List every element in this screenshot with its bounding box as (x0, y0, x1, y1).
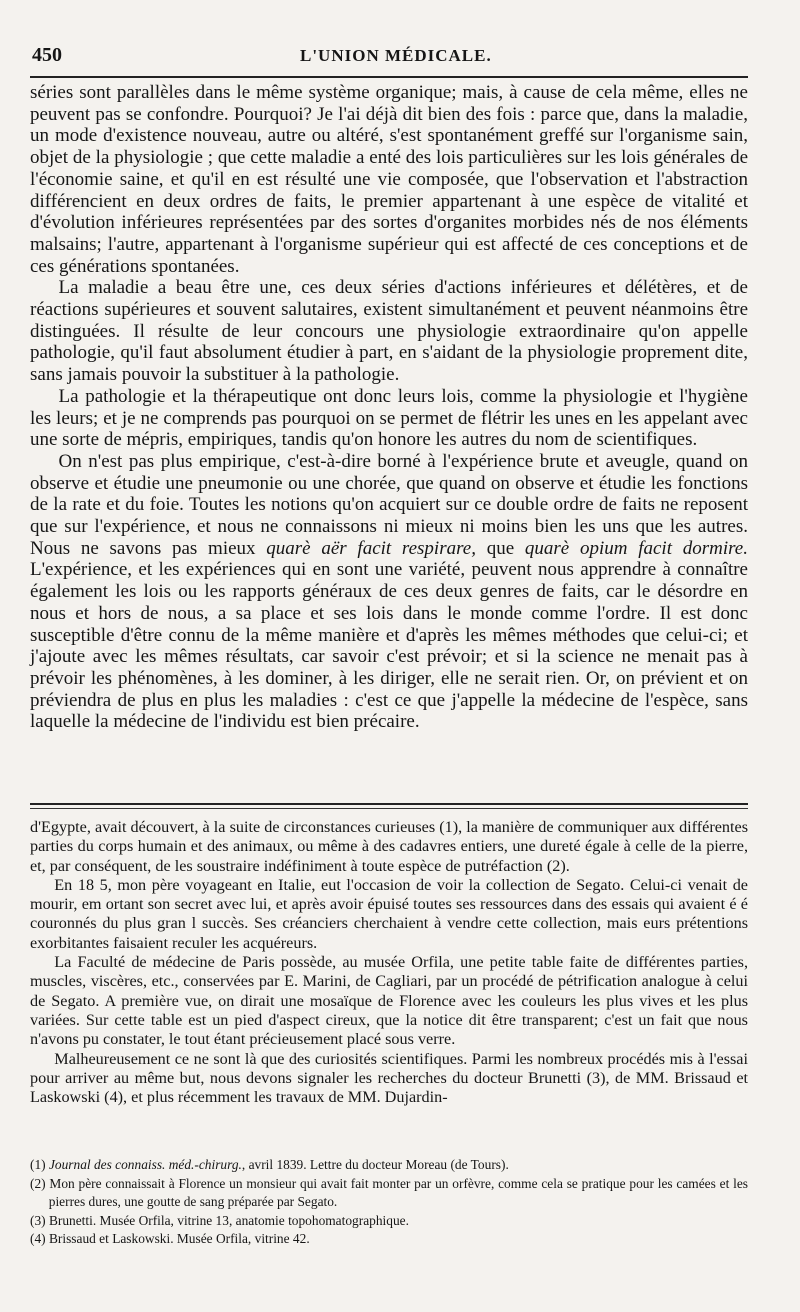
footnote (30, 1156, 748, 1175)
footnotes (30, 1156, 748, 1249)
running-title: L'UNION MÉDICALE. (300, 46, 492, 65)
footnote-text: , avril 1839. Lettre du docteur Moreau (de Tours). (241, 1157, 509, 1172)
footnote: (3) Brunetti. Musée Orfila, vitrine 13, anatomie topohomatographique. (30, 1212, 409, 1228)
feuilleton-text (30, 818, 748, 1107)
body-text: On n'est pas plus empirique, c'est-à-dire borné à l'expérience brute et aveugle, quand on observe et étudie une pneumonie ou une chorée, que quand on observe et étudie les fonctions de la rate et du foie. Toutes les notions qu'on acquiert sur ce double ordre de faits ne reposent que sur l'expérience, et nous ne connaissons ni mieux ni moins bien les uns que les autres. Nous ne savons pas mieux (30, 450, 748, 559)
feuilleton-paragraph: d'Egypte, avait découvert, à la suite de circonstances curieuses (1), la manière de communiquer aux différentes parties du corps humain et des animaux, ou même à des cadavres entiers, une dureté égale à celle de la pierre, et, par conséquent, de les soustraire indéfiniment à toute espèce de putréfaction (2). (30, 818, 748, 875)
body-paragraph: La maladie a beau être une, ces deux séries d'actions inférieures et délétères, et de réactions supérieures et souvent salutaires, existent simultanément et peuvent néanmoins être distinguées. Il résulte de leur concours une physiologie extraordinaire qu'on appelle pathologie, qu'il faut absolument étudier à part, en s'aidant de la physiologie proprement dite, sans jamais pouvoir la substituer à la pathologie. (30, 277, 748, 386)
section-divider (30, 803, 748, 805)
footnote: (2) Mon père connaissait à Florence un monsieur qui avait fait monter par un orfèvre, comme cela se pratique pour les camées et les pierres dures, une goutte de sang préparée par Segato. (30, 1175, 748, 1210)
page-header (30, 40, 748, 78)
body-text: L'expérience, et les expériences qui en sont une variété, peuvent nous apprendre à connaître également les lois ou les rapports généraux de ces deux genres de faits, car le désordre en nous et hors de nous, a sa place et ses lois dans le monde comme l'ordre. Il est donc susceptible d'être connu de la même manière et d'après les mêmes méthodes que celui-ci; et j'ajoute avec les mêmes résultats, car savoir c'est prévoir; et si la science ne menait pas à prévoir les phénomènes, à les dominer, à les diriger, elle ne serait rien. Or, on prévient et on préviendra de plus en plus les maladies : c'est ce que j'appelle la médecine de l'espèce, sans laquelle la médecine de l'individu est bien précaire. (30, 559, 748, 733)
journal-title: Journal des connaiss. méd.-chirurg. (48, 1157, 242, 1172)
section-divider (30, 808, 748, 809)
latin-quote: quarè opium facit dormire. (524, 537, 748, 559)
body-paragraph (30, 451, 748, 733)
main-body-text (30, 82, 748, 733)
body-paragraph: La pathologie et la thérapeutique ont donc leurs lois, comme la physiologie et l'hygiène les leurs; et je ne comprends pas pourquoi on se permet de flétrir les unes en les appelant avec une sorte de mépris, empiriques, tandis qu'on honore les autres du nom de scientifiques. (30, 385, 748, 451)
footnote-number: (1) (30, 1157, 49, 1172)
body-text: que (475, 537, 525, 559)
feuilleton-paragraph: La Faculté de médecine de Paris possède, au musée Orfila, une petite table faite de différentes parties, muscles, viscères, etc., conservées par E. Marini, de Cagliari, par un procédé de pétrification analogue à celui de Segato. A première vue, on dirait une mosaïque de Florence avec les couleurs les plus vives et les plus variées. Sur cette table est un pied d'aspect cireux, que la notice dit être transparent; c'est un fait que nous n'avons pu constater, le tout étant précieusement placé sous verre. (30, 953, 748, 1049)
page-number: 450 (32, 44, 62, 66)
feuilleton-paragraph: Malheureusement ce ne sont là que des curiosités scientifiques. Parmi les nombreux procédés mis à l'essai pour arriver au même but, nous devons signaler les recherches du docteur Brunetti (3), de MM. Brissaud et Laskowski (4), et plus récemment les travaux de MM. Dujardin- (30, 1049, 748, 1107)
footnote: (4) Brissaud et Laskowski. Musée Orfila, vitrine 42. (30, 1231, 310, 1247)
latin-quote: quarè aër facit respirare, (266, 537, 476, 559)
body-paragraph: séries sont parallèles dans le même système organique; mais, à cause de cela même, elles ne peuvent pas se confondre. Pourquoi? Je l'ai déjà dit bien des fois : parce que, dans la maladie, un mode d'existence nouveau, autre ou altéré, s'est spontanément greffé sur l'organisme sain, objet de la physiologie ; que cette maladie a enté des lois particulières sur les lois générales de l'économie saine, et qu'il en est résulté une vie composée, que l'observation et l'abstraction différencient en deux ordres de faits, le premier appartenant à une espèce de vitalité et d'évolution inférieures représentées par des sortes d'organites morbides nés de nos éléments malsains; l'autre, appartenant à l'organisme supérieur qui est affecté de ces conceptions et de ces générations spontanées. (30, 82, 748, 277)
feuilleton-paragraph: En 18 5, mon père voyageant en Italie, eut l'occasion de voir la collection de Segato. Celui-ci venait de mourir, em ortant son secret avec lui, et après avoir épuisé toutes ses ressources dans des essais qui avaient é é couronnés du plus gran l succès. Ses créanciers cherchaient à vendre cette collection, mais eurs prétentions exorbitantes faisaient reculer les acquéreurs. (30, 875, 748, 952)
